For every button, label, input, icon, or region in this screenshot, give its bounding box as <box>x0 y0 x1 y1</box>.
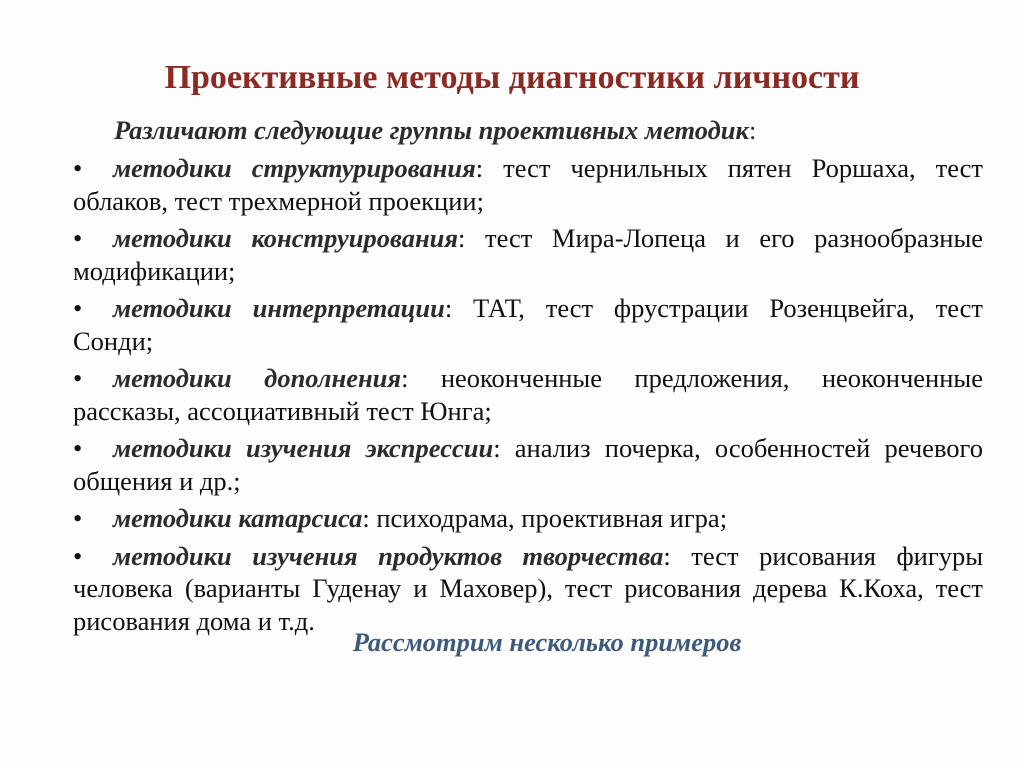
item-description: : анализ почерка, особенностей речевого общения и др.; <box>73 433 983 496</box>
item-term: методики изучения экспрессии <box>113 433 494 463</box>
intro-line <box>114 114 756 146</box>
bullet-icon: • <box>73 363 83 393</box>
list-item-structuring <box>73 152 983 217</box>
item-description: : психодрама, проективная игра; <box>362 503 728 533</box>
item-description: : тест Мира-Лопеца и его разнообразные модификации; <box>73 223 984 286</box>
list-item-catharsis <box>73 502 983 535</box>
item-term: методики интерпретации <box>113 293 445 323</box>
methods-list <box>73 152 983 637</box>
intro-text: Различают следующие группы проективных методик <box>114 115 749 145</box>
list-item-construction <box>73 222 983 287</box>
intro-colon: : <box>748 115 757 145</box>
bullet-icon: • <box>73 153 83 183</box>
item-description: : неоконченные предложения, неоконченные рассказы, ассоциативный тест Юнга; <box>73 363 983 426</box>
bullet-icon: • <box>73 223 83 253</box>
bullet-icon: • <box>73 293 83 323</box>
item-term: методики изучения продуктов творчества <box>113 540 664 571</box>
list-item-interpretation <box>73 292 983 357</box>
list-item-completion <box>73 362 983 427</box>
slide-title: Проективные методы диагностики личности <box>164 59 860 96</box>
item-term: методики структурирования <box>113 153 476 183</box>
footer-caption: Рассмотрим несколько примеров <box>352 627 742 657</box>
item-term: методики конструирования <box>113 223 459 253</box>
list-item-creativity <box>73 540 983 638</box>
item-description: : тест чернильных пятен Роршаха, тест облаков, тест трехмерной проекции; <box>73 153 983 216</box>
item-term: методики дополнения <box>113 363 402 393</box>
item-description: : тест рисования фигуры человека (варианты Гуденау и Маховер), тест рисования дерева К.Коха, тест рисования дома и т.д. <box>73 540 983 636</box>
list-item-expression <box>73 432 983 497</box>
bullet-icon: • <box>73 503 83 533</box>
item-term: методики катарсиса <box>113 503 363 533</box>
item-description: : ТАТ, тест фрустрации Розенцвейга, тест Сонди; <box>73 293 983 356</box>
bullet-icon: • <box>73 540 83 571</box>
bullet-icon: • <box>73 433 83 463</box>
